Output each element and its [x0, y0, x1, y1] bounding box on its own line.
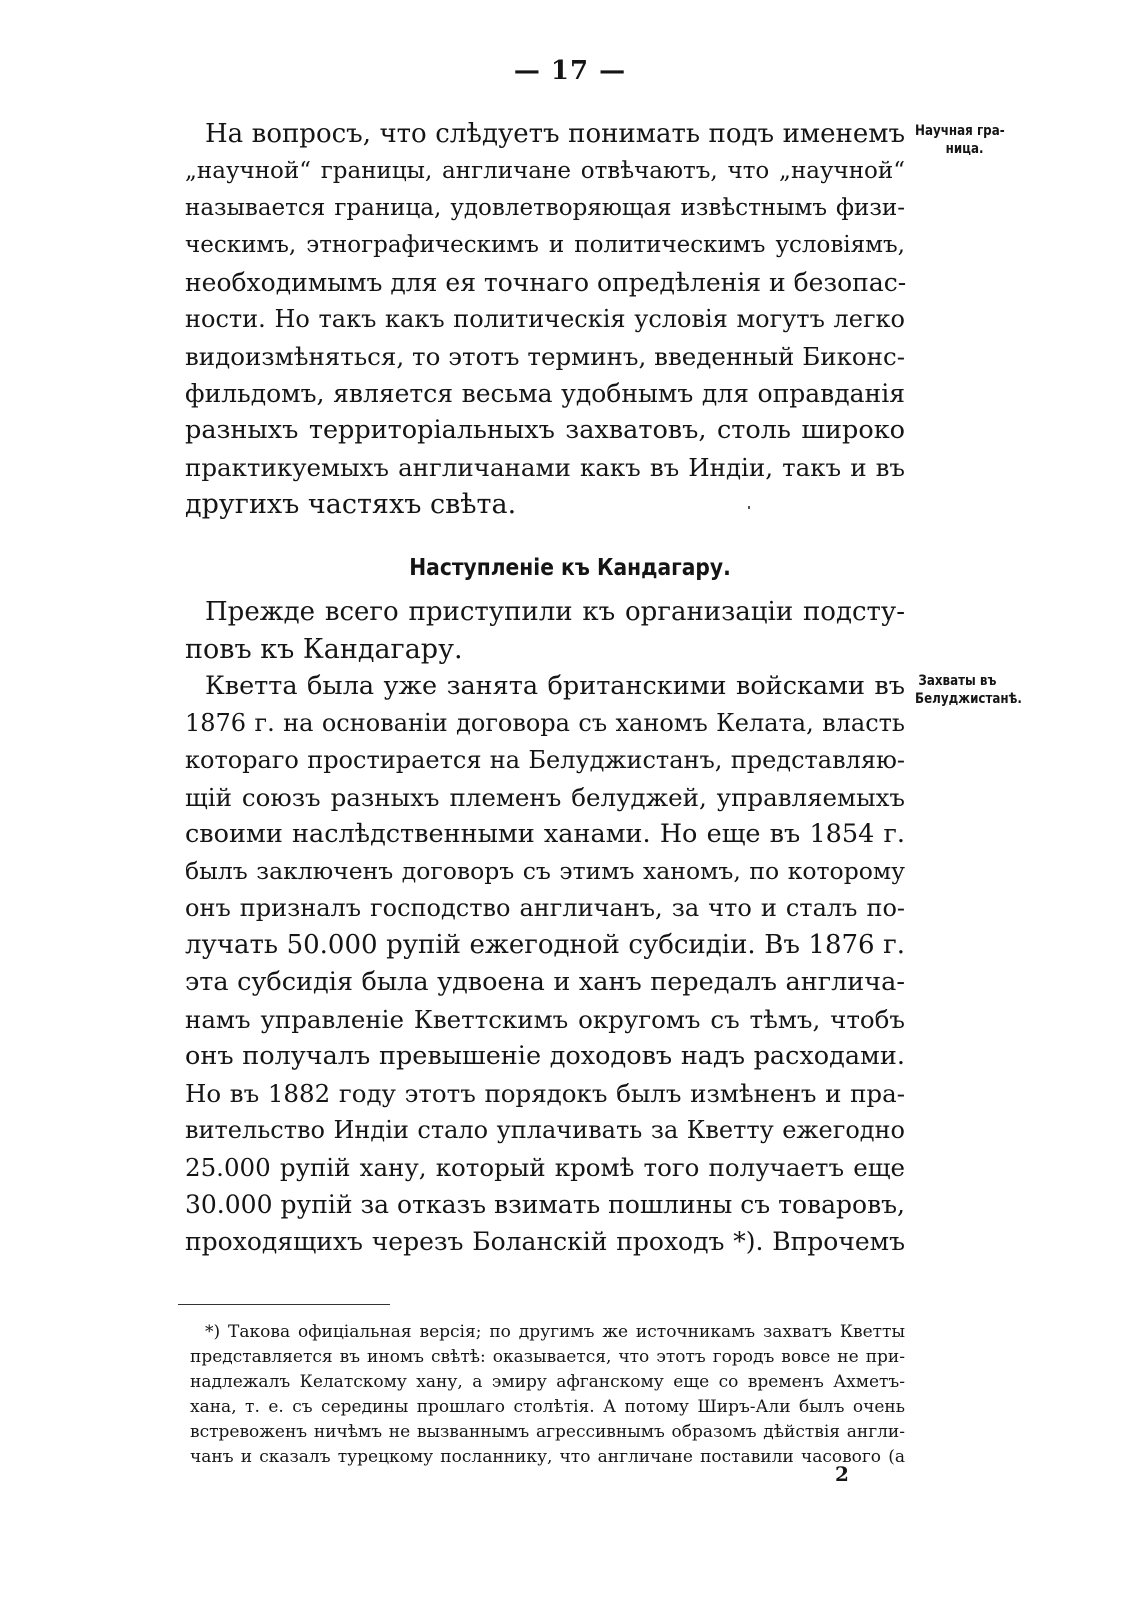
margin-note-baluchistan — [915, 672, 1022, 708]
text-line: На вопросъ, что слѣдуетъ понимать подъ именемъ — [205, 119, 905, 149]
text-line: другихъ частяхъ свѣта. — [185, 489, 517, 520]
margin-note-line: Захваты въ — [918, 673, 997, 689]
text-line: 25.000 рупій хану, который кромѣ того получаетъ еще — [185, 1153, 905, 1182]
page-number: — 17 — — [513, 56, 627, 86]
text-line: своими наслѣдственными ханами. Но еще въ 1854 г. — [185, 819, 905, 849]
text-line: 1876 г. на основаніи договора съ ханомъ Келата, власть — [185, 709, 905, 737]
text-line: Прежде всего приступили къ организаціи подсту- — [205, 597, 905, 627]
text-line: котораго простирается на Белуджистанъ, представляю- — [185, 746, 905, 774]
margin-note-line: Белуджистанѣ. — [915, 691, 1022, 707]
scan-speck — [748, 506, 750, 509]
margin-note-line: Научная гра- — [915, 123, 1005, 139]
footnote-line: чанъ и сказалъ турецкому посланнику, что англичане поставили часового (а — [190, 1447, 905, 1467]
footnote-line: представляется въ иномъ свѣтѣ: оказывается, что этотъ городъ вовсе не при- — [190, 1347, 905, 1367]
footnote-line: надлежалъ Келатскому хану, а эмиру афганскому еще со временъ Ахметъ- — [190, 1372, 905, 1392]
margin-note-line: ница. — [945, 141, 984, 157]
text-line: необходимымъ для ея точнаго опредѣленія и безопас- — [185, 268, 907, 297]
text-line: намъ управленіе Кветтскимъ округомъ съ тѣмъ, чтобъ — [185, 1005, 905, 1034]
footnote-line: хана, т. е. съ середины прошлаго столѣтія. А потому Ширъ-Али былъ очень — [190, 1397, 905, 1417]
text-line: онъ призналъ господство англичанъ, за что и сталъ по- — [185, 894, 905, 922]
text-line: лучать 50.000 рупій ежегодной субсидіи. Въ 1876 г. — [185, 930, 905, 960]
margin-note-scientific-border — [915, 122, 1005, 158]
text-line: онъ получалъ превышеніе доходовъ надъ расходами. — [185, 1041, 905, 1071]
text-line: Кветта была уже занята британскими войсками въ — [205, 671, 905, 701]
text-line: повъ къ Кандагару. — [185, 634, 463, 665]
text-line: ческимъ, этнографическимъ и политическимъ условіямъ, — [185, 232, 905, 258]
text-line: „научной“ границы, англичане отвѣчаютъ, что „научной“ — [185, 158, 905, 184]
text-line: практикуемыхъ англичанами какъ въ Индіи, такъ и въ — [185, 453, 905, 482]
text-line: разныхъ территоріальныхъ захватовъ, столь широко — [185, 415, 905, 445]
text-line: видоизмѣняться, то этотъ терминъ, введенный Биконс- — [185, 342, 905, 371]
text-line: ности. Но такъ какъ политическія условія могутъ легко — [185, 305, 905, 333]
footnote-line: *) Такова офиціальная версія; по другимъ же источникамъ захватъ Кветты — [205, 1322, 905, 1342]
text-line: вительство Индіи стало уплачивать за Кветту ежегодно — [185, 1116, 905, 1144]
text-line: эта субсидія была удвоена и ханъ передалъ англича- — [185, 967, 905, 997]
text-line: проходящихъ черезъ Боланскій проходъ *). Впрочемъ — [185, 1227, 905, 1256]
text-line: щій союзъ разныхъ племенъ белуджей, управляемыхъ — [185, 783, 905, 812]
text-line: былъ заключенъ договоръ съ этимъ ханомъ, по которому — [185, 857, 905, 885]
text-line: 30.000 рупій за отказъ взимать пошлины съ товаровъ, — [185, 1190, 905, 1219]
footnote-separator — [178, 1304, 390, 1305]
text-line: называется граница, удовлетворяющая извѣстнымъ физи- — [185, 195, 905, 221]
signature-mark: 2 — [835, 1462, 849, 1486]
footnote-line: встревоженъ ничѣмъ не вызваннымъ агрессивнымъ образомъ дѣйствія англи- — [190, 1422, 905, 1442]
text-line: фильдомъ, является весьма удобнымъ для оправданія — [185, 379, 905, 408]
text-line: Но въ 1882 году этотъ порядокъ былъ измѣненъ и пра- — [185, 1079, 905, 1108]
section-heading: Наступленіе къ Кандагару. — [409, 555, 731, 581]
